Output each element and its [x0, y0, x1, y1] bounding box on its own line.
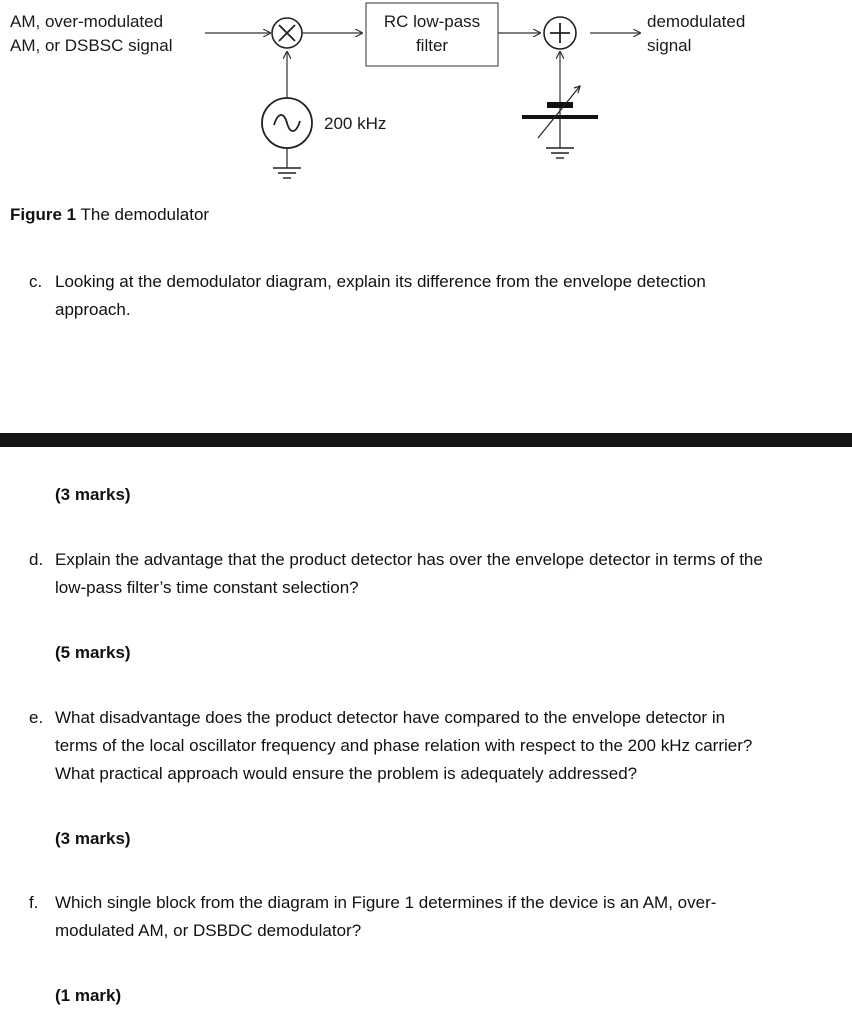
ground-icon-dc-source	[546, 119, 574, 158]
filter-label: RC low-pass filter	[383, 12, 481, 55]
multiplier-icon	[272, 18, 302, 48]
ground-icon-oscillator	[273, 148, 301, 178]
marks-f: (1 mark)	[55, 986, 122, 1005]
oscillator-frequency-label: 200 kHz	[324, 114, 387, 133]
marks-d: (5 marks)	[55, 643, 131, 662]
marks-e: (3 marks)	[55, 829, 131, 848]
input-signal-label: AM, over-modulated AM, or DSBSC signal	[10, 12, 173, 55]
output-signal-label: demodulated signal	[647, 12, 746, 55]
oscillator-icon	[262, 98, 312, 148]
figure-caption: Figure 1 The demodulator	[10, 205, 210, 224]
question-d: d. Explain the advantage that the product detector has over the envelope detector in terms of the low-pass filter’s time constant selection?	[29, 550, 763, 597]
demodulator-diagram	[0, 0, 852, 200]
marks-c: (3 marks)	[55, 485, 131, 504]
question-c: c. Looking at the demodulator diagram, explain its difference from the envelope detection approach.	[29, 272, 706, 319]
question-f: f. Which single block from the diagram in Figure 1 determines if the device is an AM, over- modulated AM, or DSBDC demodulator?	[29, 893, 717, 940]
adder-icon	[544, 17, 576, 49]
question-e: e. What disadvantage does the product detector have compared to the envelope detector in terms of the local oscillator frequency and phase relation with respect to the 200 kHz carrier? What practical approach would ensure the problem is adequately addressed?	[29, 708, 753, 783]
page-break-bar	[0, 433, 852, 447]
